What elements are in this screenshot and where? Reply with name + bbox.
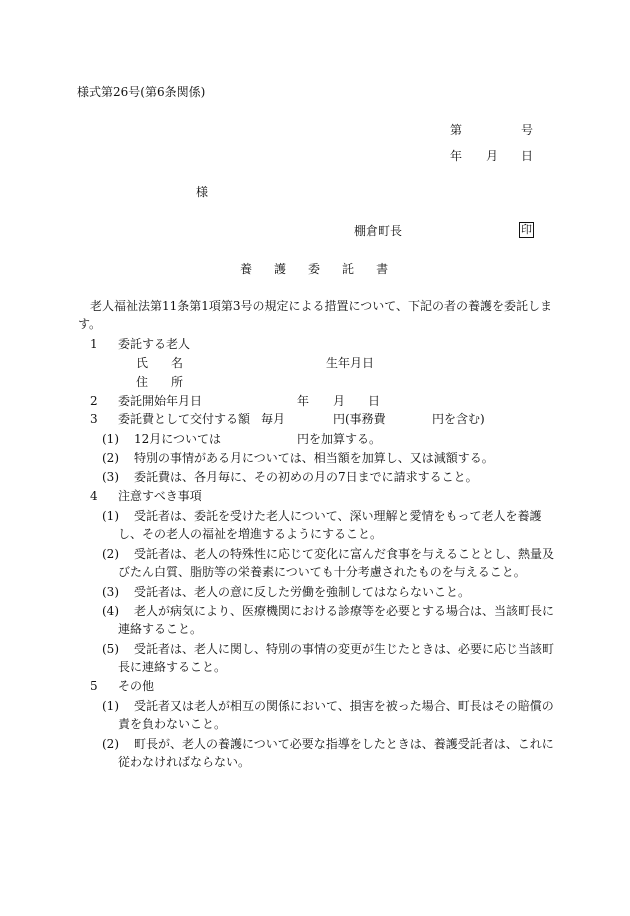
sec5-item-2 bbox=[102, 736, 554, 752]
section-number: 3 bbox=[90, 412, 98, 426]
sec5-item-1 bbox=[102, 698, 554, 714]
section-4-heading bbox=[90, 488, 202, 504]
item-text-line-1: 受託者又は老人が相互の関係において、損害を被った場合、町長はその賠償の bbox=[134, 699, 554, 713]
section-label: 注意すべき事項 bbox=[118, 489, 202, 503]
title-char: 護 bbox=[274, 262, 287, 276]
title-char: 養 bbox=[240, 262, 253, 276]
section-label: 委託費として交付する額 bbox=[118, 412, 251, 426]
number-prefix: 第 bbox=[450, 123, 463, 137]
intro-line-2: す。 bbox=[78, 317, 102, 331]
addressee-suffix: 様 bbox=[196, 185, 209, 199]
item-text: 特別の事情がある月については、相当額を加算し、又は減額する。 bbox=[134, 451, 494, 465]
section-2-heading bbox=[90, 393, 202, 409]
item-text-line-1: 町長が、老人の養護について必要な指導をしたときは、養護受託者は、これに bbox=[134, 737, 554, 751]
sec4-item-2 bbox=[102, 546, 554, 562]
item-number: (1) bbox=[102, 509, 119, 523]
title-char: 託 bbox=[342, 262, 355, 276]
sec5-item-1-cont: 責を負わないこと。 bbox=[118, 717, 227, 731]
sec4-item-1-cont: し、その老人の福祉を増進するようにすること。 bbox=[118, 527, 383, 541]
section-number: 5 bbox=[90, 679, 98, 693]
item-text-line-1: 受託者は、老人の特殊性に応じて変化に富んだ食事を与えることとし、熱量及 bbox=[134, 547, 555, 561]
section-label: その他 bbox=[118, 679, 155, 693]
document-title bbox=[240, 261, 388, 277]
number-suffix: 号 bbox=[521, 123, 534, 137]
sec4-item-2-cont: びたん白質、脂肪等の栄養素についても十分考慮されたものを与えること。 bbox=[118, 565, 526, 579]
sec3-item-2 bbox=[102, 450, 494, 466]
form-label: 様式第26号(第6条関係) bbox=[77, 85, 206, 99]
section-number: 4 bbox=[90, 489, 98, 503]
issuer: 棚倉町長 bbox=[354, 224, 403, 238]
sec4-item-4 bbox=[102, 603, 554, 619]
monthly-label: 毎月 bbox=[261, 412, 286, 426]
intro-line-1: 老人福祉法第11条第1項第3号の規定による措置について、下記の者の養護を委託しま bbox=[90, 299, 553, 313]
item-number: (1) bbox=[102, 699, 119, 713]
item-number: (2) bbox=[102, 451, 119, 465]
name-label-shi: 氏 bbox=[136, 356, 149, 370]
item-text-line-1: 老人が病気により、医療機関における診療等を必要とする場合は、当該町長に bbox=[134, 604, 555, 618]
sec3-item-1 bbox=[102, 431, 221, 447]
sec5-item-2-cont: 従わなければならない。 bbox=[118, 755, 251, 769]
date-month: 月 bbox=[486, 149, 499, 163]
yen-admin-fee: 円(事務費 bbox=[333, 412, 386, 426]
start-month: 月 bbox=[333, 394, 346, 408]
date-year: 年 bbox=[450, 149, 463, 163]
item-number: (5) bbox=[102, 642, 119, 656]
item-text: 委託費は、各月毎に、その初めの月の7日までに請求すること。 bbox=[134, 470, 478, 484]
sec4-item-5 bbox=[102, 641, 554, 657]
yen-included: 円を含む) bbox=[432, 412, 485, 426]
section-5-heading bbox=[90, 678, 154, 694]
sec4-item-1 bbox=[102, 508, 542, 524]
item-text-line-1: 受託者は、老人の意に反した労働を強制してはならないこと。 bbox=[134, 585, 471, 599]
item-number: (1) bbox=[102, 432, 119, 446]
section-number: 2 bbox=[90, 394, 98, 408]
name-label-mei: 名 bbox=[171, 356, 184, 370]
section-3-heading bbox=[90, 411, 250, 427]
item-number: (2) bbox=[102, 547, 119, 561]
title-char: 委 bbox=[308, 262, 321, 276]
start-year: 年 bbox=[297, 394, 310, 408]
sec3-item-1-yen: 円を加算する。 bbox=[297, 432, 382, 446]
start-day: 日 bbox=[368, 394, 381, 408]
sec4-item-5-cont: 長に連絡すること。 bbox=[118, 660, 227, 674]
sec3-item-3 bbox=[102, 469, 478, 485]
sec4-item-3 bbox=[102, 584, 470, 600]
section-number: 1 bbox=[90, 337, 98, 351]
item-text-line-1: 受託者は、老人に関し、特別の事情の変更が生じたときは、必要に応じ当該町 bbox=[134, 642, 555, 656]
item-number: (3) bbox=[102, 585, 119, 599]
section-1-heading bbox=[90, 336, 190, 352]
section-label: 委託する老人 bbox=[118, 337, 191, 351]
address-label-ju: 住 bbox=[136, 375, 149, 389]
item-text: 12月については bbox=[134, 432, 222, 446]
address-label-sho: 所 bbox=[171, 375, 184, 389]
title-char: 書 bbox=[376, 262, 389, 276]
item-number: (4) bbox=[102, 604, 119, 618]
item-number: (2) bbox=[102, 737, 119, 751]
birthdate-label: 生年月日 bbox=[326, 356, 375, 370]
seal-mark: 印 bbox=[521, 223, 532, 236]
item-text-line-1: 受託者は、委託を受けた老人について、深い理解と愛情をもって老人を養護 bbox=[134, 509, 542, 523]
sec4-item-4-cont: 連絡すること。 bbox=[118, 622, 203, 636]
item-number: (3) bbox=[102, 470, 119, 484]
date-day: 日 bbox=[521, 149, 534, 163]
section-label: 委託開始年月日 bbox=[118, 394, 203, 408]
